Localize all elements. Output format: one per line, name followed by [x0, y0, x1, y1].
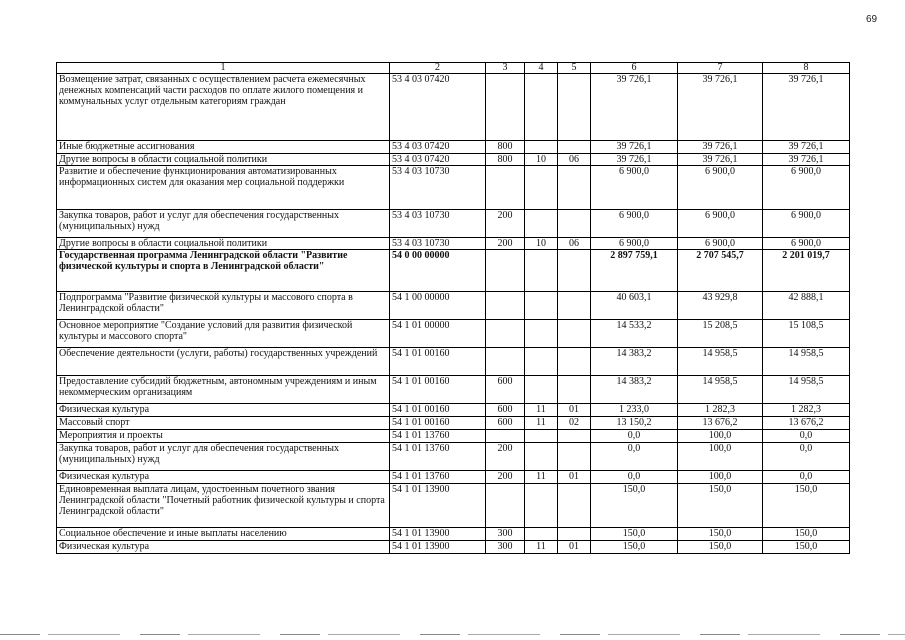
scan-artifact-line: [0, 634, 905, 635]
cell-rz: [525, 376, 558, 404]
cell-name: Возмещение затрат, связанных с осуществлением расчета ежемесячных денежных компенсаций части расходов по оплате жилого помещения и коммунальных услуг отдельным категориям граждан: [57, 74, 390, 141]
cell-value-1: 150,0: [591, 484, 678, 528]
cell-vr: 600: [486, 417, 525, 430]
cell-pr: 02: [558, 417, 591, 430]
cell-vr: [486, 484, 525, 528]
cell-pr: 01: [558, 541, 591, 554]
cell-value-1: 0,0: [591, 443, 678, 471]
cell-value-1: 0,0: [591, 471, 678, 484]
cell-code: 53 4 03 10730: [390, 210, 486, 238]
cell-value-2: 100,0: [678, 443, 763, 471]
cell-value-3: 150,0: [763, 484, 850, 528]
cell-rz: [525, 141, 558, 154]
cell-value-2: 39 726,1: [678, 74, 763, 141]
cell-pr: [558, 528, 591, 541]
cell-name: Основное мероприятие "Создание условий для развития физической культуры и массового спорта": [57, 320, 390, 348]
cell-value-1: 39 726,1: [591, 74, 678, 141]
cell-vr: [486, 430, 525, 443]
cell-code: 53 4 03 10730: [390, 238, 486, 250]
cell-value-3: 14 958,5: [763, 376, 850, 404]
cell-rz: [525, 250, 558, 292]
header-cell: 6: [591, 63, 678, 74]
cell-value-2: 14 958,5: [678, 376, 763, 404]
cell-value-2: 13 676,2: [678, 417, 763, 430]
cell-name: Закупка товаров, работ и услуг для обеспечения государственных (муниципальных) нужд: [57, 210, 390, 238]
table-row: [57, 74, 850, 141]
cell-rz: 10: [525, 238, 558, 250]
cell-rz: 10: [525, 154, 558, 166]
cell-vr: 300: [486, 541, 525, 554]
cell-rz: 11: [525, 404, 558, 417]
cell-value-3: 42 888,1: [763, 292, 850, 320]
cell-value-2: 1 282,3: [678, 404, 763, 417]
table-row: [57, 166, 850, 210]
table-row: [57, 430, 850, 443]
cell-value-3: 0,0: [763, 471, 850, 484]
cell-code: 53 4 03 07420: [390, 74, 486, 141]
header-cell: 8: [763, 63, 850, 74]
cell-name: Развитие и обеспечение функционирования автоматизированных информационных систем для оказания мер социальной поддержки: [57, 166, 390, 210]
cell-rz: [525, 528, 558, 541]
cell-vr: 600: [486, 404, 525, 417]
cell-code: 54 1 00 00000: [390, 292, 486, 320]
cell-value-1: 13 150,2: [591, 417, 678, 430]
cell-code: 53 4 03 07420: [390, 141, 486, 154]
cell-value-2: 6 900,0: [678, 166, 763, 210]
cell-vr: [486, 348, 525, 376]
cell-rz: [525, 210, 558, 238]
cell-name: Предоставление субсидий бюджетным, автономным учреждениям и иным некоммерческим организациям: [57, 376, 390, 404]
cell-name: Обеспечение деятельности (услуги, работы) государственных учреждений: [57, 348, 390, 376]
cell-name: Мероприятия и проекты: [57, 430, 390, 443]
table-row: [57, 417, 850, 430]
cell-vr: 800: [486, 141, 525, 154]
cell-pr: [558, 376, 591, 404]
cell-vr: [486, 320, 525, 348]
header-cell: 5: [558, 63, 591, 74]
cell-value-1: 6 900,0: [591, 166, 678, 210]
cell-value-3: 13 676,2: [763, 417, 850, 430]
table-row: [57, 528, 850, 541]
cell-value-1: 14 533,2: [591, 320, 678, 348]
cell-value-2: 6 900,0: [678, 210, 763, 238]
header-cell: 3: [486, 63, 525, 74]
cell-rz: [525, 292, 558, 320]
cell-value-1: 39 726,1: [591, 141, 678, 154]
cell-name: Иные бюджетные ассигнования: [57, 141, 390, 154]
cell-code: 54 1 01 13900: [390, 528, 486, 541]
cell-value-1: 150,0: [591, 528, 678, 541]
cell-rz: [525, 74, 558, 141]
cell-pr: [558, 74, 591, 141]
table-row: [57, 376, 850, 404]
cell-code: 54 1 01 00160: [390, 348, 486, 376]
cell-value-1: 0,0: [591, 430, 678, 443]
cell-value-2: 150,0: [678, 541, 763, 554]
cell-pr: [558, 430, 591, 443]
cell-name: Единовременная выплата лицам, удостоенным почетного звания Ленинградской области "Почетный работник физической культуры и спорта Ленинградской области": [57, 484, 390, 528]
table-row: [57, 154, 850, 166]
table-row: [57, 484, 850, 528]
cell-value-3: 0,0: [763, 430, 850, 443]
cell-name: Физическая культура: [57, 471, 390, 484]
cell-value-1: 2 897 759,1: [591, 250, 678, 292]
cell-rz: [525, 484, 558, 528]
cell-rz: [525, 166, 558, 210]
cell-name: Другие вопросы в области социальной политики: [57, 238, 390, 250]
cell-rz: [525, 348, 558, 376]
cell-value-3: 39 726,1: [763, 74, 850, 141]
cell-vr: [486, 250, 525, 292]
cell-value-2: 39 726,1: [678, 154, 763, 166]
cell-value-3: 2 201 019,7: [763, 250, 850, 292]
cell-name: Закупка товаров, работ и услуг для обеспечения государственных (муниципальных) нужд: [57, 443, 390, 471]
cell-value-3: 0,0: [763, 443, 850, 471]
table-header-row: [57, 63, 850, 74]
cell-code: 54 0 00 00000: [390, 250, 486, 292]
cell-vr: [486, 74, 525, 141]
cell-code: 54 1 01 13760: [390, 430, 486, 443]
cell-value-1: 14 383,2: [591, 348, 678, 376]
header-cell: 7: [678, 63, 763, 74]
cell-code: 54 1 01 00160: [390, 376, 486, 404]
cell-name: Социальное обеспечение и иные выплаты населению: [57, 528, 390, 541]
cell-pr: [558, 166, 591, 210]
cell-vr: [486, 292, 525, 320]
cell-name: Физическая культура: [57, 541, 390, 554]
cell-value-1: 40 603,1: [591, 292, 678, 320]
cell-value-3: 39 726,1: [763, 141, 850, 154]
table-row: [57, 141, 850, 154]
cell-code: 54 1 01 00160: [390, 404, 486, 417]
cell-value-2: 100,0: [678, 471, 763, 484]
cell-rz: [525, 430, 558, 443]
cell-vr: 600: [486, 376, 525, 404]
cell-value-1: 150,0: [591, 541, 678, 554]
cell-value-3: 15 108,5: [763, 320, 850, 348]
header-cell: 4: [525, 63, 558, 74]
cell-name: Другие вопросы в области социальной политики: [57, 154, 390, 166]
cell-code: 54 1 01 13900: [390, 541, 486, 554]
table-row: [57, 348, 850, 376]
cell-value-1: 6 900,0: [591, 210, 678, 238]
cell-value-2: 14 958,5: [678, 348, 763, 376]
cell-value-3: 1 282,3: [763, 404, 850, 417]
cell-value-2: 6 900,0: [678, 238, 763, 250]
cell-name: Массовый спорт: [57, 417, 390, 430]
cell-pr: [558, 292, 591, 320]
cell-code: 54 1 01 13900: [390, 484, 486, 528]
cell-value-2: 150,0: [678, 484, 763, 528]
cell-pr: 06: [558, 154, 591, 166]
cell-pr: [558, 484, 591, 528]
table-row: [57, 541, 850, 554]
cell-pr: 06: [558, 238, 591, 250]
cell-value-1: 6 900,0: [591, 238, 678, 250]
table-row: [57, 292, 850, 320]
cell-name: Подпрограмма "Развитие физической культуры и массового спорта в Ленинградской области": [57, 292, 390, 320]
cell-value-3: 6 900,0: [763, 166, 850, 210]
cell-value-2: 2 707 545,7: [678, 250, 763, 292]
cell-code: 54 1 01 13760: [390, 443, 486, 471]
cell-vr: 300: [486, 528, 525, 541]
cell-value-3: 14 958,5: [763, 348, 850, 376]
cell-code: 53 4 03 10730: [390, 166, 486, 210]
cell-code: 53 4 03 07420: [390, 154, 486, 166]
page-number: 69: [866, 14, 878, 25]
cell-vr: 800: [486, 154, 525, 166]
table-row: [57, 320, 850, 348]
cell-rz: [525, 320, 558, 348]
cell-vr: [486, 166, 525, 210]
cell-value-2: 43 929,8: [678, 292, 763, 320]
cell-value-3: 150,0: [763, 541, 850, 554]
cell-pr: [558, 250, 591, 292]
cell-value-1: 14 383,2: [591, 376, 678, 404]
cell-value-3: 6 900,0: [763, 210, 850, 238]
table-row: [57, 471, 850, 484]
cell-rz: 11: [525, 417, 558, 430]
cell-value-3: 6 900,0: [763, 238, 850, 250]
cell-pr: [558, 348, 591, 376]
cell-value-2: 15 208,5: [678, 320, 763, 348]
cell-vr: 200: [486, 443, 525, 471]
cell-name: Государственная программа Ленинградской области "Развитие физической культуры и спорта в Ленинградской области": [57, 250, 390, 292]
header-cell: 2: [390, 63, 486, 74]
table-row: [57, 443, 850, 471]
cell-code: 54 1 01 00160: [390, 417, 486, 430]
cell-value-1: 1 233,0: [591, 404, 678, 417]
table-row: [57, 404, 850, 417]
cell-pr: [558, 320, 591, 348]
cell-value-2: 150,0: [678, 528, 763, 541]
cell-value-3: 39 726,1: [763, 154, 850, 166]
cell-value-1: 39 726,1: [591, 154, 678, 166]
header-cell: 1: [57, 63, 390, 74]
cell-value-3: 150,0: [763, 528, 850, 541]
cell-pr: 01: [558, 471, 591, 484]
cell-pr: [558, 210, 591, 238]
cell-rz: [525, 443, 558, 471]
table-row: [57, 210, 850, 238]
cell-pr: [558, 141, 591, 154]
cell-vr: 200: [486, 238, 525, 250]
cell-pr: [558, 443, 591, 471]
cell-rz: 11: [525, 541, 558, 554]
cell-value-2: 100,0: [678, 430, 763, 443]
cell-pr: 01: [558, 404, 591, 417]
cell-name: Физическая культура: [57, 404, 390, 417]
cell-code: 54 1 01 00000: [390, 320, 486, 348]
cell-value-2: 39 726,1: [678, 141, 763, 154]
cell-vr: 200: [486, 210, 525, 238]
cell-rz: 11: [525, 471, 558, 484]
cell-code: 54 1 01 13760: [390, 471, 486, 484]
table-row: [57, 238, 850, 250]
cell-vr: 200: [486, 471, 525, 484]
table-row: [57, 250, 850, 292]
budget-table: [56, 62, 850, 554]
